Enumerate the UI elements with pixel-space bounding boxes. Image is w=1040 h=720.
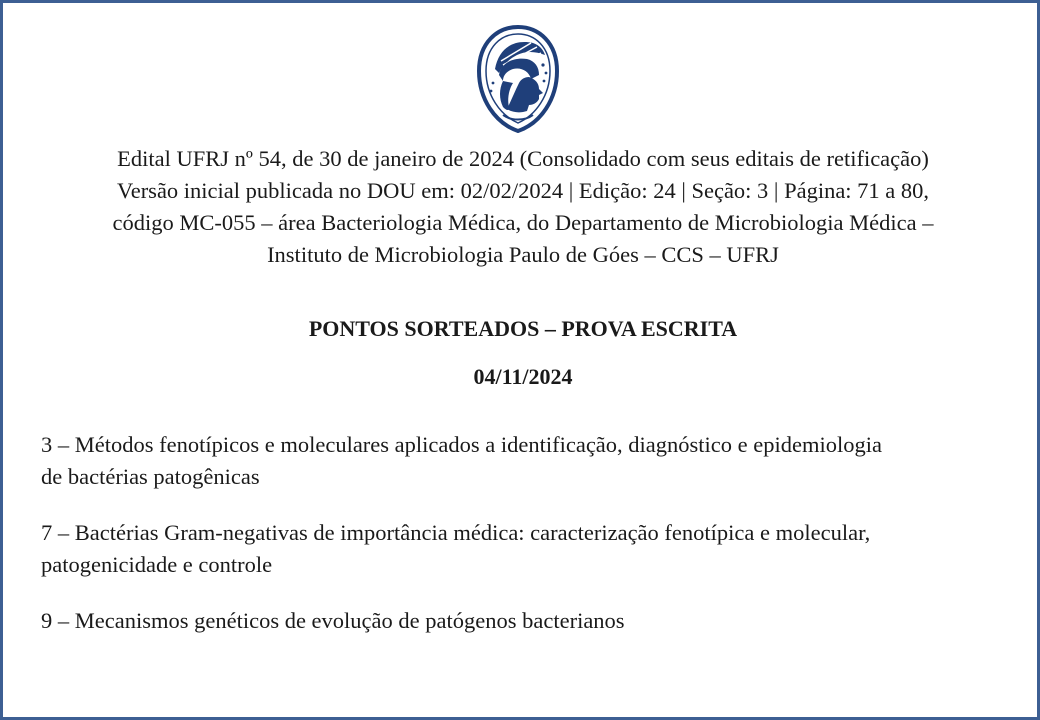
list-item [41,605,1016,637]
list-item-line: de bactérias patogênicas [41,464,260,489]
header-line: Instituto de Microbiologia Paulo de Góes – CCS – UFRJ [267,242,779,267]
list-item [41,429,1016,493]
list-item [41,517,1016,581]
ufrj-minerva-emblem-icon [473,25,563,133]
drawn-topics-list [41,429,1016,661]
header-line: código MC-055 – área Bacteriologia Médica, do Departamento de Microbiologia Médica – [112,210,934,235]
list-item-line: patogenicidade e controle [41,552,273,577]
list-item-line: 7 – Bactérias Gram-negativas de importância médica: caracterização fenotípica e molecular, [41,520,871,545]
list-item-line: 9 – Mecanismos genéticos de evolução de patógenos bacterianos [41,608,625,633]
document-title: PONTOS SORTEADOS – PROVA ESCRITA [308,316,738,341]
document-date: 04/11/2024 [473,364,573,389]
header-line: Versão inicial publicada no DOU em: 02/02/2024 | Edição: 24 | Seção: 3 | Página: 71 a 80, [116,178,930,203]
header-line: Edital UFRJ nº 54, de 30 de janeiro de 2024 (Consolidado com seus editais de retificação) [117,146,929,171]
list-item-line: 3 – Métodos fenotípicos e moleculares aplicados a identificação, diagnóstico e epidemiologia [41,432,882,457]
edital-header [23,143,1023,271]
